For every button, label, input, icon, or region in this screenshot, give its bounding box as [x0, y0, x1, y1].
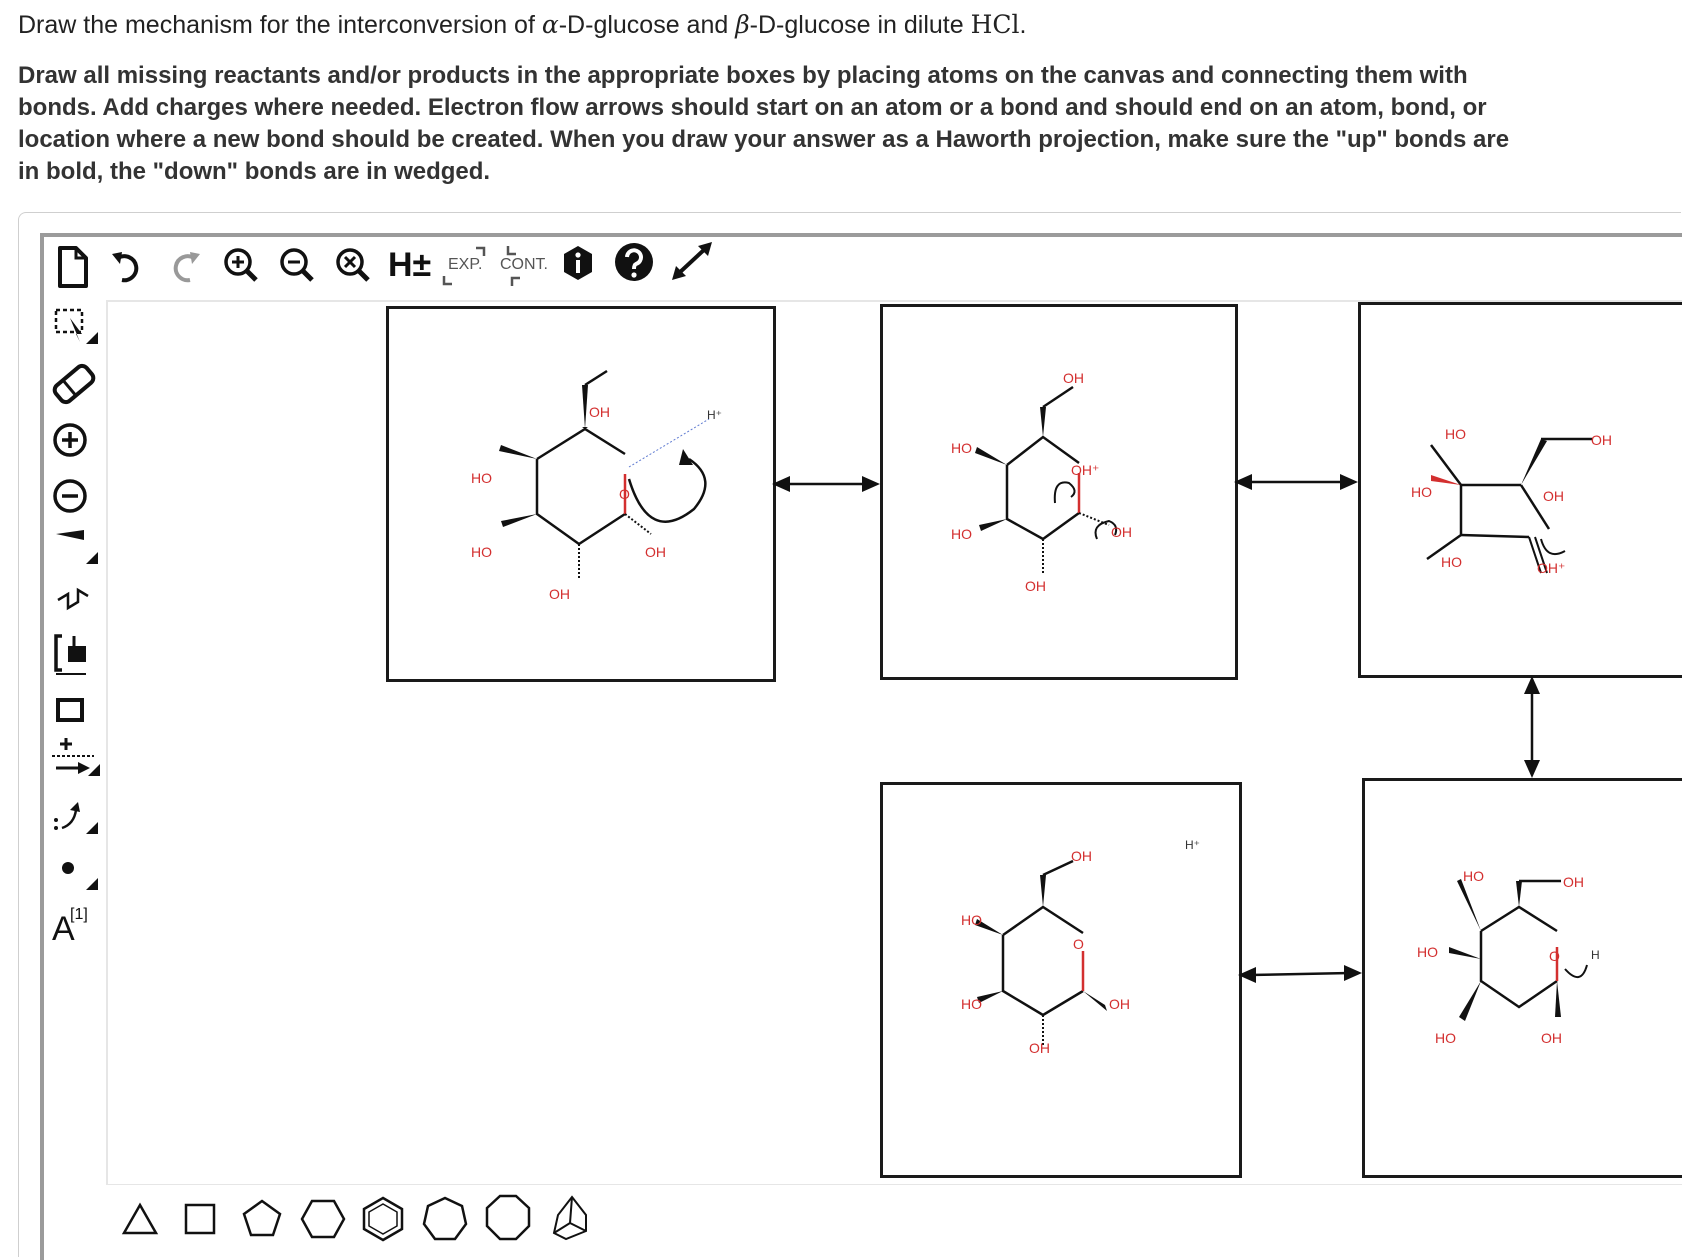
- top-toolbar: [48, 240, 768, 300]
- fullscreen-icon[interactable]: [668, 240, 716, 296]
- rectangle-shape-icon[interactable]: [48, 686, 110, 734]
- template-bracket-icon[interactable]: [48, 630, 110, 678]
- structure-beta-glucose: [1365, 781, 1682, 1175]
- atom-label: OH: [1591, 432, 1612, 448]
- atom-label: OH: [1543, 488, 1564, 504]
- zoom-in-icon[interactable]: [220, 240, 264, 296]
- atom-label: O: [619, 486, 630, 502]
- proton-label: H⁺: [707, 408, 722, 422]
- mechanism-box-4[interactable]: [880, 782, 1242, 1178]
- atom-label: OH: [1025, 578, 1046, 594]
- bicyclic-ring-icon[interactable]: [546, 1193, 594, 1243]
- structure-oxocarbenium: [883, 785, 1239, 1175]
- atom-label: HO: [961, 996, 982, 1012]
- square-ring-icon[interactable]: [180, 1199, 220, 1239]
- octagon-ring-icon[interactable]: [484, 1193, 532, 1243]
- resonance-arrow-4-5: [1236, 960, 1364, 988]
- hexagon-ring-icon[interactable]: [300, 1197, 346, 1241]
- mechanism-box-2[interactable]: [880, 304, 1238, 680]
- contract-button[interactable]: [496, 240, 552, 296]
- ring-template-bar: [106, 1184, 1682, 1257]
- eraser-icon[interactable]: [48, 360, 110, 408]
- left-toolbar: [48, 300, 110, 1220]
- equilibrium-arrow-3-5: [1518, 674, 1546, 780]
- atom-label-index: [1]: [70, 906, 88, 923]
- reagent-formula: HCl: [970, 10, 1020, 39]
- atom-label: OH: [1563, 874, 1584, 890]
- positive-charge-icon[interactable]: [48, 416, 110, 464]
- atom-label: OH: [1071, 848, 1092, 864]
- triangle-ring-icon[interactable]: [120, 1199, 160, 1239]
- atom-label: OH: [1541, 1030, 1562, 1046]
- question-text-part: .: [1019, 11, 1027, 39]
- atom-label: OH: [1111, 524, 1132, 540]
- expand-button[interactable]: [440, 240, 488, 296]
- atom-label: OH: [549, 586, 570, 602]
- zoom-out-icon[interactable]: [276, 240, 320, 296]
- radical-icon[interactable]: [48, 850, 110, 898]
- atom-label: HO: [471, 544, 492, 560]
- atom-label: HO: [1411, 484, 1432, 500]
- alpha-symbol: α: [541, 10, 559, 39]
- expand-label: EXP.: [448, 256, 483, 273]
- atom-label: HO: [1463, 868, 1484, 884]
- hydrogen-toggle-button[interactable]: H±: [388, 246, 432, 284]
- atom-label: HO: [961, 912, 982, 928]
- mechanism-box-3[interactable]: [1358, 302, 1682, 678]
- help-icon[interactable]: [612, 240, 656, 296]
- atom-label-tool[interactable]: [48, 904, 110, 950]
- atom-label: HO: [1417, 944, 1438, 960]
- structure-open-chain: [1361, 305, 1682, 675]
- atom-label: OH: [1029, 1040, 1050, 1056]
- question-text-part: -D-glucose in dilute: [749, 11, 971, 39]
- new-document-icon[interactable]: [52, 240, 92, 296]
- mechanism-box-1[interactable]: [386, 306, 776, 682]
- zoom-reset-icon[interactable]: [332, 240, 376, 296]
- reaction-arrow-icon[interactable]: [48, 736, 110, 788]
- redo-icon[interactable]: [164, 240, 204, 296]
- undo-icon[interactable]: [108, 240, 148, 296]
- atom-label: HO: [951, 440, 972, 456]
- resonance-arrow-1-2: [770, 470, 882, 498]
- mechanism-box-5[interactable]: [1362, 778, 1682, 1178]
- atom-label: OH: [1063, 370, 1084, 386]
- question-text-part: Draw the mechanism for the interconversion of: [18, 11, 542, 39]
- proton-label: H⁺: [1185, 838, 1200, 852]
- pentagon-ring-icon[interactable]: [240, 1197, 284, 1241]
- atom-label: OH⁺: [1071, 462, 1100, 478]
- equilibrium-arrow-2-3: [1232, 468, 1360, 496]
- atom-label: OH: [645, 544, 666, 560]
- chain-bond-icon[interactable]: [48, 578, 110, 626]
- benzene-ring-icon[interactable]: [360, 1195, 406, 1243]
- atom-label: OH: [1109, 996, 1130, 1012]
- atom-label: HO: [471, 470, 492, 486]
- atom-label: HO: [1441, 554, 1462, 570]
- structure-protonated-ring: [883, 307, 1235, 677]
- atom-label: HO: [1445, 426, 1466, 442]
- structure-alpha-glucose: [389, 309, 773, 679]
- heptagon-ring-icon[interactable]: [422, 1195, 468, 1243]
- hydrogen-label: H: [1591, 948, 1600, 962]
- wedge-bond-icon[interactable]: [48, 522, 110, 570]
- electron-flow-arrow-icon[interactable]: [48, 794, 110, 844]
- atom-label: OH⁺: [1537, 560, 1566, 576]
- question-text-part: -D-glucose and: [558, 11, 736, 39]
- atom-label: HO: [951, 526, 972, 542]
- question-title: [18, 10, 1658, 40]
- contract-label: CONT.: [500, 256, 548, 273]
- negative-charge-icon[interactable]: [48, 472, 110, 520]
- lasso-select-icon[interactable]: [48, 304, 110, 352]
- info-icon[interactable]: [558, 240, 598, 296]
- beta-symbol: β: [735, 10, 750, 39]
- instructions: Draw all missing reactants and/or products in the appropriate boxes by placing atoms on the canvas and connecting them with bonds. Add charges where needed. Electron flow arrows should start on an atom or a bond and should end on an atom, bond, or location where a new bond should be created. When you draw your answer as a Haworth projection, make sure the "up" bonds are in bold, the "down" bonds are in wedged.: [18, 62, 1510, 185]
- atom-label: O: [1549, 948, 1560, 964]
- atom-label: O: [1073, 936, 1084, 952]
- atom-label: OH: [589, 404, 610, 420]
- atom-label: HO: [1435, 1030, 1456, 1046]
- atom-label-letter: A: [52, 910, 75, 948]
